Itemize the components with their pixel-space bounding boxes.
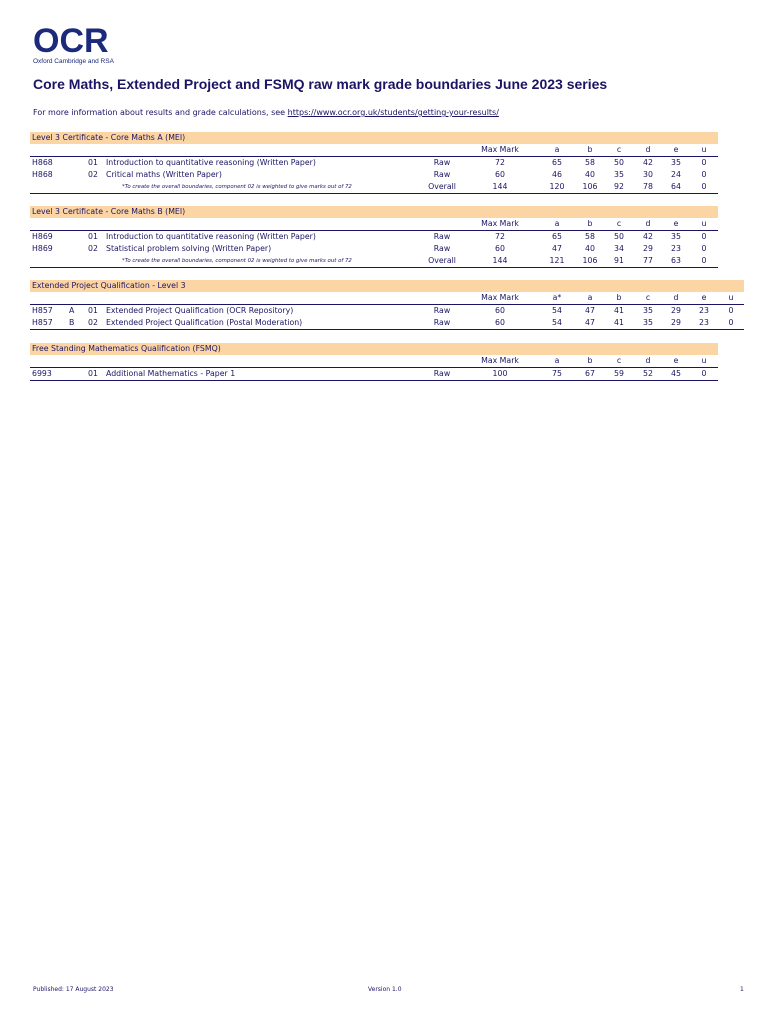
grade-boundary-u: 0 bbox=[701, 182, 707, 191]
table-row bbox=[30, 157, 718, 169]
grade-header-c: c bbox=[645, 293, 651, 302]
qualification-code: H868 bbox=[32, 158, 53, 167]
max-mark-header: Max Mark bbox=[481, 219, 519, 228]
component-number: 02 bbox=[88, 318, 98, 327]
mark-type: Raw bbox=[433, 170, 451, 179]
mark-type: Raw bbox=[433, 232, 451, 241]
grade-boundary-u: 0 bbox=[701, 232, 707, 241]
grade-header-c: c bbox=[616, 356, 622, 365]
logo-subtitle: Oxford Cambridge and RSA bbox=[33, 58, 114, 65]
grade-header-c: c bbox=[616, 145, 622, 154]
version-label: Version 1.0 bbox=[368, 986, 402, 993]
grade-header-a: a bbox=[587, 293, 593, 302]
column-header-row bbox=[30, 355, 718, 368]
grade-header-d: d bbox=[645, 219, 651, 228]
grade-boundary-d: 29 bbox=[671, 318, 681, 327]
grade-boundary-c: 59 bbox=[614, 369, 624, 378]
grade-boundary-d: 42 bbox=[643, 158, 653, 167]
column-header-row bbox=[30, 218, 718, 231]
max-mark-header: Max Mark bbox=[481, 356, 519, 365]
grade-boundary-e: 23 bbox=[671, 244, 681, 253]
grade-boundary-u: 0 bbox=[701, 244, 707, 253]
page-number: 1 bbox=[740, 986, 744, 993]
max-mark-value: 60 bbox=[495, 318, 505, 327]
grade-boundary-e: 23 bbox=[699, 306, 709, 315]
column-header-row bbox=[30, 292, 744, 305]
option-code: B bbox=[69, 318, 75, 327]
logo-wordmark: OCR bbox=[33, 22, 109, 60]
grade-boundary-a: 65 bbox=[552, 158, 562, 167]
grade-header-b: b bbox=[587, 145, 593, 154]
mark-type: Raw bbox=[433, 369, 451, 378]
mark-type: Raw bbox=[433, 318, 451, 327]
grade-header-a: a bbox=[554, 356, 560, 365]
grade-header-e: e bbox=[673, 356, 679, 365]
grade-boundary-u: 0 bbox=[701, 369, 707, 378]
component-number: 01 bbox=[88, 306, 98, 315]
grade-boundary-c: 91 bbox=[614, 256, 624, 265]
mark-type: Raw bbox=[433, 244, 451, 253]
qualification-code: 6993 bbox=[32, 369, 52, 378]
grade-table bbox=[30, 280, 744, 330]
component-name: Extended Project Qualification (Postal Moderation) bbox=[106, 318, 303, 327]
qualification-code: H868 bbox=[32, 170, 53, 179]
grade-boundary-u: 0 bbox=[728, 306, 734, 315]
grade-boundary-d: 52 bbox=[643, 369, 653, 378]
grade-boundary-e: 23 bbox=[699, 318, 709, 327]
grade-boundary-b: 41 bbox=[614, 306, 624, 315]
section-title: Free Standing Mathematics Qualification (FSMQ) bbox=[30, 343, 718, 355]
grade-header-u: u bbox=[701, 356, 707, 365]
grade-boundary-e: 24 bbox=[671, 170, 681, 179]
grade-header-u: u bbox=[701, 219, 707, 228]
max-mark-header: Max Mark bbox=[481, 293, 519, 302]
grade-table bbox=[30, 206, 718, 268]
table-row bbox=[30, 255, 718, 268]
section-title: Extended Project Qualification - Level 3 bbox=[30, 280, 744, 292]
max-mark-value: 72 bbox=[495, 158, 505, 167]
grade-header-u: u bbox=[728, 293, 734, 302]
grade-boundary-e: 45 bbox=[671, 369, 681, 378]
max-mark-value: 72 bbox=[495, 232, 505, 241]
grade-boundary-c: 50 bbox=[614, 158, 624, 167]
grade-header-u: u bbox=[701, 145, 707, 154]
grade-boundary-d: 42 bbox=[643, 232, 653, 241]
grade-header-e: e bbox=[701, 293, 707, 302]
grade-header-b: b bbox=[616, 293, 622, 302]
section-title: Level 3 Certificate - Core Maths A (MEI) bbox=[30, 132, 718, 144]
grade-boundary-b: 106 bbox=[582, 182, 598, 191]
component-name: Introduction to quantitative reasoning (Written Paper) bbox=[106, 232, 316, 241]
mark-type: Raw bbox=[433, 158, 451, 167]
max-mark-header: Max Mark bbox=[481, 145, 519, 154]
grade-boundary-c: 35 bbox=[614, 170, 624, 179]
max-mark-value: 60 bbox=[495, 306, 505, 315]
grade-boundary-a*: 54 bbox=[552, 318, 562, 327]
grade-header-a: a bbox=[554, 219, 560, 228]
grade-boundary-a: 75 bbox=[552, 369, 562, 378]
grade-boundary-a: 46 bbox=[552, 170, 562, 179]
component-number: 01 bbox=[88, 369, 98, 378]
component-number: 01 bbox=[88, 232, 98, 241]
info-line bbox=[33, 108, 499, 117]
grade-boundary-a: 47 bbox=[585, 318, 595, 327]
table-row bbox=[30, 181, 718, 194]
grade-boundary-d: 29 bbox=[671, 306, 681, 315]
grade-header-d: d bbox=[645, 145, 651, 154]
qualification-code: H869 bbox=[32, 244, 53, 253]
table-row bbox=[30, 169, 718, 181]
grade-boundary-d: 30 bbox=[643, 170, 653, 179]
component-number: 01 bbox=[88, 158, 98, 167]
component-name: Introduction to quantitative reasoning (Written Paper) bbox=[106, 158, 316, 167]
grade-header-d: d bbox=[673, 293, 679, 302]
grade-header-b: b bbox=[587, 219, 593, 228]
table-row bbox=[30, 317, 744, 330]
mark-type: Raw bbox=[433, 306, 451, 315]
mark-type: Overall bbox=[428, 182, 456, 191]
grade-boundary-b: 40 bbox=[585, 170, 595, 179]
grade-table bbox=[30, 132, 718, 194]
section-title: Level 3 Certificate - Core Maths B (MEI) bbox=[30, 206, 718, 218]
grade-boundary-a: 47 bbox=[552, 244, 562, 253]
max-mark-value: 60 bbox=[495, 244, 505, 253]
qualification-code: H869 bbox=[32, 232, 53, 241]
max-mark-value: 60 bbox=[495, 170, 505, 179]
grade-boundary-b: 40 bbox=[585, 244, 595, 253]
mark-type: Overall bbox=[428, 256, 456, 265]
grade-boundary-b: 41 bbox=[614, 318, 624, 327]
qualification-code: H857 bbox=[32, 306, 53, 315]
component-name: Statistical problem solving (Written Paper) bbox=[106, 244, 272, 253]
grade-boundary-c: 92 bbox=[614, 182, 624, 191]
grade-boundary-b: 58 bbox=[585, 232, 595, 241]
table-row bbox=[30, 243, 718, 255]
grade-boundary-c: 35 bbox=[643, 318, 653, 327]
grade-table bbox=[30, 343, 718, 381]
grade-header-a: a bbox=[554, 145, 560, 154]
component-name: Extended Project Qualification (OCR Repository) bbox=[106, 306, 294, 315]
grade-boundary-e: 35 bbox=[671, 158, 681, 167]
grade-boundary-u: 0 bbox=[701, 256, 707, 265]
weighting-note: *To create the overall boundaries, component 02 is weighted to give marks out of 72 bbox=[122, 258, 352, 264]
grade-boundary-e: 35 bbox=[671, 232, 681, 241]
grade-boundary-a: 47 bbox=[585, 306, 595, 315]
grade-boundary-a*: 54 bbox=[552, 306, 562, 315]
max-mark-value: 100 bbox=[492, 369, 508, 378]
table-row bbox=[30, 231, 718, 243]
grade-boundary-a: 121 bbox=[549, 256, 565, 265]
max-mark-value: 144 bbox=[492, 256, 508, 265]
info-text: For more information about results and grade calculations, see bbox=[33, 108, 288, 117]
component-number: 02 bbox=[88, 244, 98, 253]
option-code: A bbox=[69, 306, 75, 315]
grade-boundary-c: 35 bbox=[643, 306, 653, 315]
table-row bbox=[30, 368, 718, 381]
grade-header-d: d bbox=[645, 356, 651, 365]
grade-boundary-c: 34 bbox=[614, 244, 624, 253]
max-mark-value: 144 bbox=[492, 182, 508, 191]
grade-boundary-d: 77 bbox=[643, 256, 653, 265]
qualification-code: H857 bbox=[32, 318, 53, 327]
published-date: Published: 17 August 2023 bbox=[33, 986, 114, 993]
grade-boundary-a: 120 bbox=[549, 182, 565, 191]
grade-header-a*: a* bbox=[552, 293, 562, 302]
weighting-note: *To create the overall boundaries, component 02 is weighted to give marks out of 72 bbox=[122, 184, 352, 190]
grade-header-c: c bbox=[616, 219, 622, 228]
grade-boundary-u: 0 bbox=[701, 170, 707, 179]
grade-boundary-b: 106 bbox=[582, 256, 598, 265]
grade-boundary-c: 50 bbox=[614, 232, 624, 241]
grade-boundary-e: 63 bbox=[671, 256, 681, 265]
component-name: Critical maths (Written Paper) bbox=[106, 170, 222, 179]
grade-boundary-a: 65 bbox=[552, 232, 562, 241]
page-title: Core Maths, Extended Project and FSMQ raw mark grade boundaries June 2023 series bbox=[33, 76, 608, 92]
component-number: 02 bbox=[88, 170, 98, 179]
results-link[interactable]: https://www.ocr.org.uk/students/getting-your-results/ bbox=[287, 108, 499, 117]
grade-header-e: e bbox=[673, 145, 679, 154]
grade-boundary-e: 64 bbox=[671, 182, 681, 191]
grade-boundary-u: 0 bbox=[701, 158, 707, 167]
grade-boundary-d: 29 bbox=[643, 244, 653, 253]
column-header-row bbox=[30, 144, 718, 157]
grade-boundary-b: 67 bbox=[585, 369, 595, 378]
table-row bbox=[30, 305, 744, 317]
grade-boundary-u: 0 bbox=[728, 318, 734, 327]
grade-header-b: b bbox=[587, 356, 593, 365]
component-name: Additional Mathematics - Paper 1 bbox=[106, 369, 236, 378]
grade-boundary-d: 78 bbox=[643, 182, 653, 191]
ocr-logo bbox=[33, 22, 114, 65]
grade-boundary-b: 58 bbox=[585, 158, 595, 167]
grade-header-e: e bbox=[673, 219, 679, 228]
